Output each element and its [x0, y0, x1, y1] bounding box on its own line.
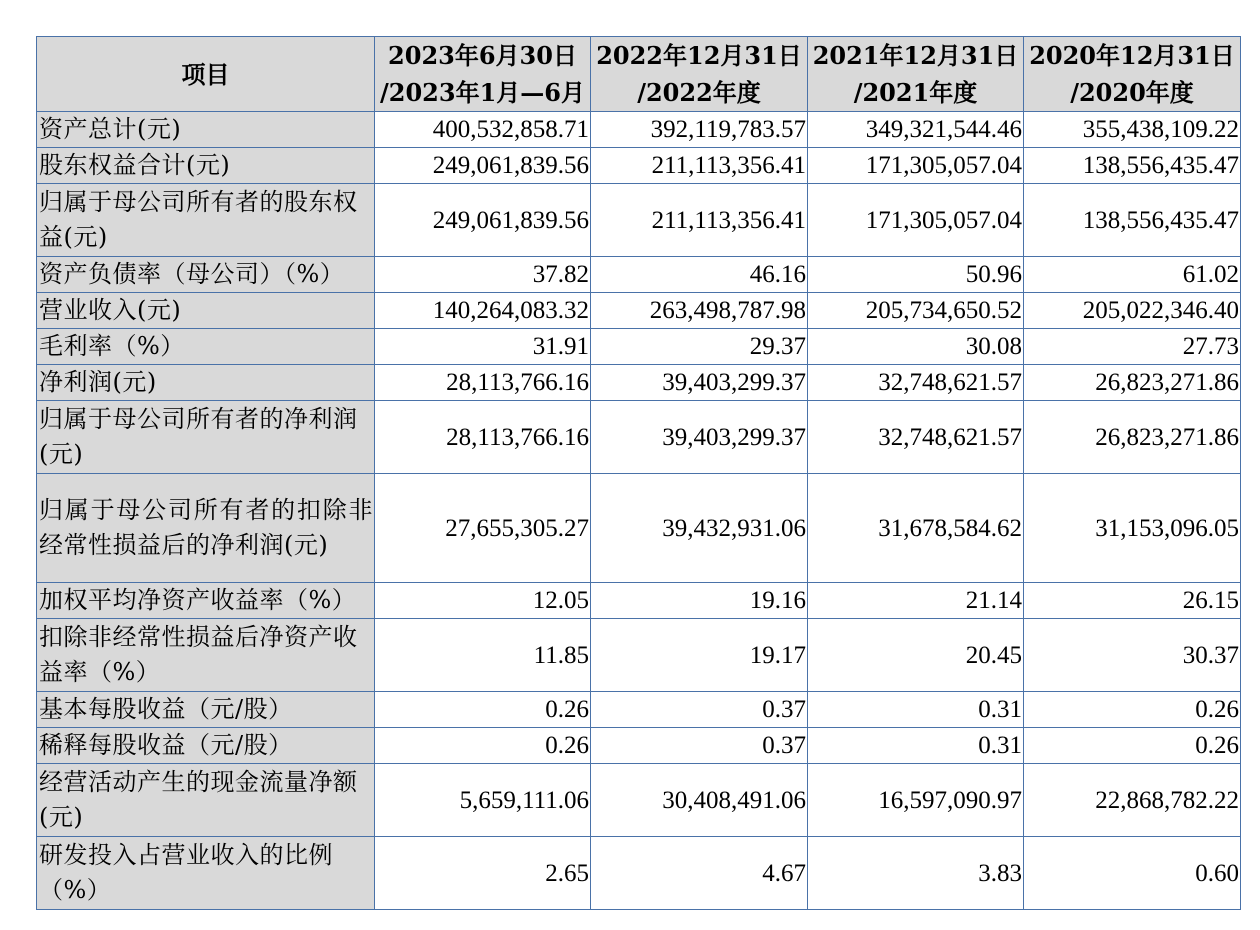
- header-period-range: /2022年度: [637, 78, 761, 107]
- row-value: 21.14: [808, 583, 1024, 619]
- row-value: 205,022,346.40: [1024, 293, 1241, 329]
- header-period: [808, 37, 1024, 112]
- row-value: 171,305,057.04: [808, 148, 1024, 184]
- row-value: 31.91: [375, 329, 591, 365]
- row-value: 37.82: [375, 257, 591, 293]
- row-value: 4.67: [591, 837, 808, 910]
- row-value: 50.96: [808, 257, 1024, 293]
- table-row: [37, 329, 1241, 365]
- table-row: [37, 148, 1241, 184]
- table-row: [37, 401, 1241, 474]
- row-value: 0.31: [808, 728, 1024, 764]
- row-value: 19.16: [591, 583, 808, 619]
- header-item: 项目: [37, 37, 375, 112]
- row-value: 2.65: [375, 837, 591, 910]
- row-value: 0.60: [1024, 837, 1241, 910]
- row-value: 211,113,356.41: [591, 148, 808, 184]
- header-period-range: /2020年度: [1070, 78, 1194, 107]
- row-label: 研发投入占营业收入的比例（%）: [37, 837, 375, 910]
- table-row: [37, 365, 1241, 401]
- row-value: 5,659,111.06: [375, 764, 591, 837]
- row-value: 0.37: [591, 728, 808, 764]
- header-period: [375, 37, 591, 112]
- row-value: 355,438,109.22: [1024, 112, 1241, 148]
- row-value: 30.37: [1024, 619, 1241, 692]
- header-period-range: /2023年1月—6月: [380, 78, 585, 107]
- table-row: [37, 728, 1241, 764]
- header-period-date: 2023年6月30日: [388, 41, 577, 70]
- row-label: 营业收入(元): [37, 293, 375, 329]
- row-label: 股东权益合计(元): [37, 148, 375, 184]
- row-value: 27.73: [1024, 329, 1241, 365]
- row-value: 3.83: [808, 837, 1024, 910]
- table-row: [37, 184, 1241, 257]
- row-value: 46.16: [591, 257, 808, 293]
- row-value: 16,597,090.97: [808, 764, 1024, 837]
- financial-summary-table: [36, 36, 1241, 910]
- row-label: 加权平均净资产收益率（%）: [37, 583, 375, 619]
- table-row: [37, 112, 1241, 148]
- row-value: 0.31: [808, 692, 1024, 728]
- row-label: 经营活动产生的现金流量净额(元): [37, 764, 375, 837]
- table-row: [37, 837, 1241, 910]
- row-value: 0.26: [375, 692, 591, 728]
- header-period-date: 2022年12月31日: [596, 41, 802, 70]
- row-value: 11.85: [375, 619, 591, 692]
- header-period-range: /2021年度: [853, 78, 978, 107]
- row-value: 31,678,584.62: [808, 474, 1024, 583]
- row-value: 30.08: [808, 329, 1024, 365]
- row-value: 26,823,271.86: [1024, 365, 1241, 401]
- row-value: 22,868,782.22: [1024, 764, 1241, 837]
- row-value: 31,153,096.05: [1024, 474, 1241, 583]
- row-value: 39,403,299.37: [591, 401, 808, 474]
- row-value: 26,823,271.86: [1024, 401, 1241, 474]
- row-value: 32,748,621.57: [808, 401, 1024, 474]
- row-value: 39,432,931.06: [591, 474, 808, 583]
- row-label: 归属于母公司所有者的扣除非经常性损益后的净利润(元): [37, 474, 375, 583]
- row-value: 211,113,356.41: [591, 184, 808, 257]
- row-label: 归属于母公司所有者的股东权益(元): [37, 184, 375, 257]
- row-value: 19.17: [591, 619, 808, 692]
- row-value: 205,734,650.52: [808, 293, 1024, 329]
- header-period: [1024, 37, 1241, 112]
- table-row: [37, 583, 1241, 619]
- header-period: [591, 37, 808, 112]
- row-value: 12.05: [375, 583, 591, 619]
- header-row: [37, 37, 1241, 112]
- row-value: 32,748,621.57: [808, 365, 1024, 401]
- row-value: 29.37: [591, 329, 808, 365]
- row-value: 61.02: [1024, 257, 1241, 293]
- row-value: 26.15: [1024, 583, 1241, 619]
- row-value: 171,305,057.04: [808, 184, 1024, 257]
- row-label: 资产总计(元): [37, 112, 375, 148]
- header-period-date: 2021年12月31日: [812, 41, 1019, 70]
- row-value: 39,403,299.37: [591, 365, 808, 401]
- table-row: [37, 257, 1241, 293]
- table-row: [37, 474, 1241, 583]
- row-value: 138,556,435.47: [1024, 148, 1241, 184]
- row-value: 0.26: [375, 728, 591, 764]
- row-label: 毛利率（%）: [37, 329, 375, 365]
- row-value: 392,119,783.57: [591, 112, 808, 148]
- row-value: 400,532,858.71: [375, 112, 591, 148]
- table-row: [37, 619, 1241, 692]
- row-label: 基本每股收益（元/股）: [37, 692, 375, 728]
- row-value: 27,655,305.27: [375, 474, 591, 583]
- table-row: [37, 293, 1241, 329]
- row-value: 0.37: [591, 692, 808, 728]
- row-value: 28,113,766.16: [375, 365, 591, 401]
- row-value: 20.45: [808, 619, 1024, 692]
- row-label: 资产负债率（母公司）（%）: [37, 257, 375, 293]
- row-label: 归属于母公司所有者的净利润(元): [37, 401, 375, 474]
- row-value: 30,408,491.06: [591, 764, 808, 837]
- row-value: 263,498,787.98: [591, 293, 808, 329]
- row-value: 140,264,083.32: [375, 293, 591, 329]
- row-value: 138,556,435.47: [1024, 184, 1241, 257]
- row-value: 349,321,544.46: [808, 112, 1024, 148]
- row-value: 249,061,839.56: [375, 184, 591, 257]
- table-row: [37, 692, 1241, 728]
- row-label: 扣除非经常性损益后净资产收益率（%）: [37, 619, 375, 692]
- row-value: 0.26: [1024, 728, 1241, 764]
- row-value: 0.26: [1024, 692, 1241, 728]
- row-value: 249,061,839.56: [375, 148, 591, 184]
- row-label: 净利润(元): [37, 365, 375, 401]
- header-period-date: 2020年12月31日: [1029, 41, 1235, 70]
- row-value: 28,113,766.16: [375, 401, 591, 474]
- row-label: 稀释每股收益（元/股）: [37, 728, 375, 764]
- table-row: [37, 764, 1241, 837]
